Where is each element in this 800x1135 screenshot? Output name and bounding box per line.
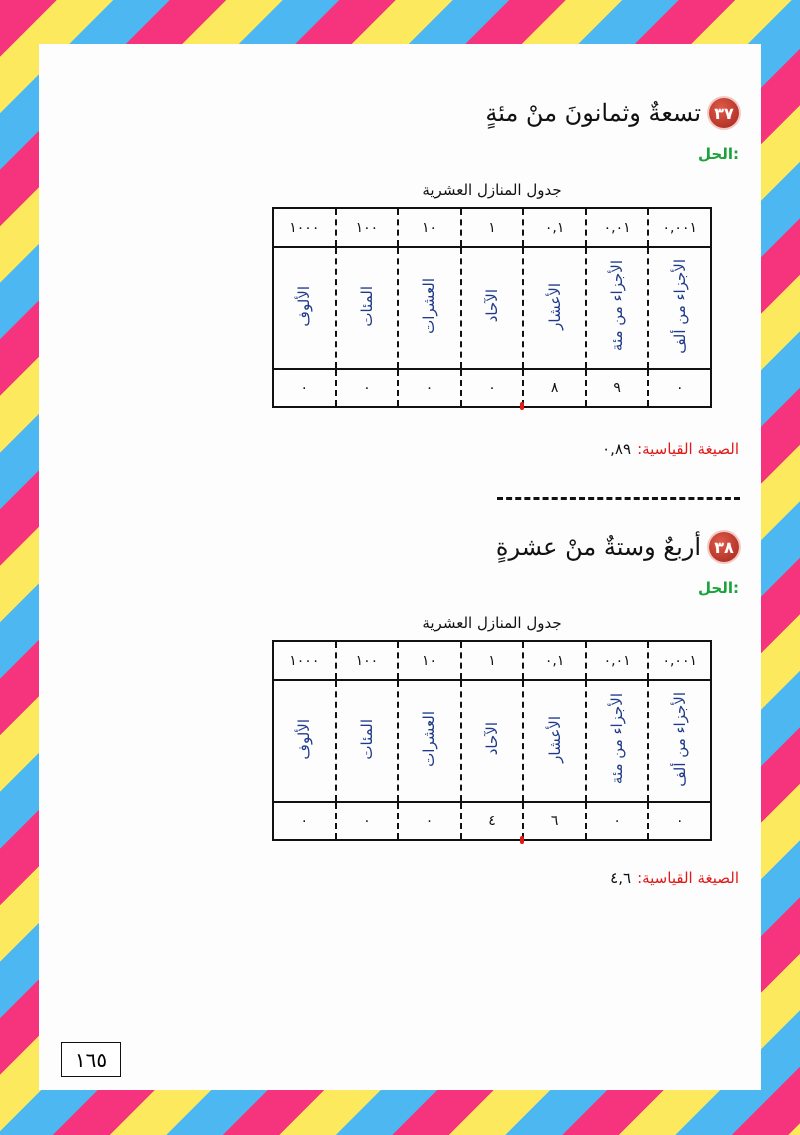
standard-form-label: الصيغة القياسية: xyxy=(637,869,739,887)
column-value: ٠,١ xyxy=(523,208,586,247)
standard-form xyxy=(602,440,739,458)
column-name: الآحاد xyxy=(483,722,502,756)
standard-form-value: ٠,٨٩ xyxy=(602,440,632,458)
page-sheet xyxy=(39,44,761,1090)
column-value: ٠,٠١ xyxy=(586,641,649,680)
column-digit: ٠ xyxy=(273,369,336,407)
column-name: الأجزاء من ألف xyxy=(670,258,689,354)
column-value: ٠,٠٠١ xyxy=(648,641,711,680)
column-value: ١٠ xyxy=(398,208,461,247)
column-digit: ٦ xyxy=(523,802,586,840)
page-number: ١٦٥ xyxy=(61,1042,121,1077)
problem-number-badge: ٣٧ xyxy=(709,98,739,128)
column-digit: ٠ xyxy=(273,802,336,840)
column-value: ١٠٠ xyxy=(336,208,399,247)
column-name: المئات xyxy=(357,285,376,327)
column-value: ١ xyxy=(461,641,524,680)
column-name: الألوف xyxy=(295,285,314,327)
column-name: الأعشار xyxy=(545,715,564,763)
column-name: العشرات xyxy=(420,278,439,334)
column-digit: ٠ xyxy=(336,802,399,840)
column-digit: ٨ xyxy=(523,369,586,407)
table-title: جدول المنازل العشرية xyxy=(422,614,562,632)
solution-label: الحل: xyxy=(698,145,739,163)
decimal-point-mark xyxy=(520,402,524,410)
column-value: ١٠٠ xyxy=(336,641,399,680)
place-value-table xyxy=(272,640,712,841)
place-value-table xyxy=(272,207,712,408)
column-value: ١٠ xyxy=(398,641,461,680)
standard-form xyxy=(610,869,739,887)
column-digit: ٤ xyxy=(461,802,524,840)
column-name: الأجزاء من مئة xyxy=(608,693,627,785)
problem-text: أربعٌ وستةٌ منْ عشرةٍ xyxy=(495,533,701,561)
problem-text: تسعةٌ وثمانونَ منْ مئةٍ xyxy=(485,99,701,127)
column-name: المئات xyxy=(357,718,376,760)
column-value: ٠,٠١ xyxy=(586,208,649,247)
column-name: العشرات xyxy=(420,711,439,767)
column-name: الأعشار xyxy=(545,282,564,330)
standard-form-label: الصيغة القياسية: xyxy=(637,440,739,458)
standard-form-value: ٤,٦ xyxy=(610,869,632,887)
problem-38-header xyxy=(496,532,739,562)
column-value: ٠,١ xyxy=(523,641,586,680)
column-name: الأجزاء من ألف xyxy=(670,691,689,787)
column-digit: ٠ xyxy=(586,802,649,840)
column-digit: ٩ xyxy=(586,369,649,407)
column-digit: ٠ xyxy=(398,369,461,407)
column-name: الأجزاء من مئة xyxy=(608,260,627,352)
column-digit: ٠ xyxy=(336,369,399,407)
column-value: ٠,٠٠١ xyxy=(648,208,711,247)
column-value: ١ xyxy=(461,208,524,247)
column-value: ١٠٠٠ xyxy=(273,641,336,680)
column-digit: ٠ xyxy=(648,802,711,840)
table-title: جدول المنازل العشرية xyxy=(422,181,562,199)
column-value: ١٠٠٠ xyxy=(273,208,336,247)
column-digit: ٠ xyxy=(648,369,711,407)
solution-label: الحل: xyxy=(698,579,739,597)
problem-37-header xyxy=(485,98,739,128)
problem-number-badge: ٣٨ xyxy=(709,532,739,562)
column-digit: ٠ xyxy=(461,369,524,407)
column-name: الألوف xyxy=(295,718,314,760)
column-digit: ٠ xyxy=(398,802,461,840)
decimal-point-mark xyxy=(520,836,524,844)
section-divider xyxy=(497,497,740,500)
column-name: الآحاد xyxy=(483,289,502,323)
